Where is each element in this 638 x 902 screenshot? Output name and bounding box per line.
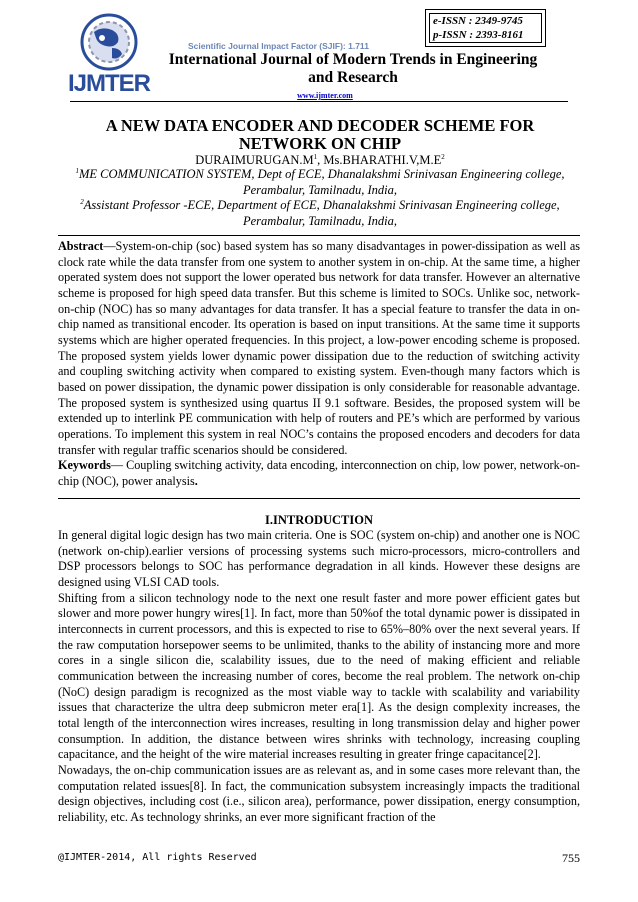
- intro-paragraph: Shifting from a silicon technology node to the next one result faster and more power efficient gates but slower and more power hungry wires[1]. In fact, more than 50%of the total dynamic power is dissipated in interconnects in current processors, and this is expected to rise to 65%–80% over the next several years. If the raw computation horsepower seems to be unlimited, thanks to the ability of instancing more and more cores in a single silicon die, scalability issues, due to the need of making efficient and reliable communication between the increasing number of cores, become the real problem. The network on-chip (NoC) design paradigm is recognized as the most viable way to tackle with scalability and variability issues that characterize the ultra deep submicron meter era[1]. As the design complexity increases, the total length of the interconnection wires increases, resulting in long transmission delay and higher power consumption. In addition, the distance between wires shrinks with technology, increasing coupling capacitance, and the height of the wire material increases resulting in greater fringe capacitance[2].: [58, 590, 580, 762]
- title-line2: NETWORK ON CHIP: [238, 134, 402, 153]
- issn-box: [425, 9, 546, 47]
- journal-name: [148, 51, 558, 87]
- affil-2-sup: 2: [80, 198, 84, 206]
- abstract-bottom-rule: [58, 498, 580, 499]
- affil-1-text: ME COMMUNICATION SYSTEM, Dept of ECE, Dhanalakshmi Srinivasan Engineering college,: [78, 167, 565, 181]
- affiliation-2-line1: [40, 198, 600, 214]
- affiliation-2-line2: Perambalur, Tamilnadu, India,: [242, 213, 398, 228]
- page-number: 755: [562, 851, 580, 865]
- logo-text: IJMTER: [68, 70, 151, 97]
- affil-1-sup: 1: [75, 167, 79, 175]
- p-issn: p-ISSN : 2393-8161: [433, 29, 524, 41]
- keywords-end: .: [194, 473, 198, 488]
- author-1: DURAIMURUGAN.M: [195, 153, 314, 167]
- e-issn: e-ISSN : 2349-9745: [433, 15, 523, 27]
- affiliation-1-line2: Perambalur, Tamilnadu, India,: [242, 182, 398, 197]
- abstract-top-rule: [58, 235, 580, 236]
- author-separator: ,: [317, 153, 324, 167]
- paper-title: [80, 117, 560, 153]
- introduction-body: [58, 528, 580, 825]
- affiliations: [40, 167, 600, 229]
- authors: [80, 153, 560, 168]
- journal-logo: [68, 8, 150, 100]
- intro-paragraph: In general digital logic design has two main criteria. One is SOC (system on-chip) and another one is NOC (network on-chip).earlier versions of processing systems such micro-processors, micro-controllers and DSP processors belongs to SOC has performance degradation in all kinds. However these designs are designed using VLSI CAD tools.: [58, 528, 580, 589]
- header-divider: [70, 101, 568, 102]
- abstract-label: Abstract: [58, 239, 104, 253]
- journal-name-line1: International Journal of Modern Trends in Engineering: [168, 51, 538, 68]
- affiliation-1-line1: [40, 167, 600, 183]
- author-1-sup: 1: [313, 153, 318, 161]
- section-heading-introduction: I.INTRODUCTION: [264, 513, 373, 527]
- footer-copyright: @IJMTER-2014, All rights Reserved: [58, 852, 257, 863]
- journal-url-link[interactable]: www.ijmter.com: [297, 91, 353, 100]
- author-2: Ms.BHARATHI.V,M.E: [323, 153, 442, 167]
- abstract: [58, 239, 580, 490]
- author-2-sup: 2: [441, 153, 445, 161]
- abstract-text: —System-on-chip (soc) based system has so many disadvantages in power-dissipation as well as clock rate while the data transfer from one system to another system in on-chip. At the same time, a higher operated system does not support the lower operated bus network for data transfer. However an alternative scheme is proposed for high speed data transfer. But this scheme is limited to SOCs. Unlike soc, network-on-chip (NOC) has so many advantages for data transfer. It has a special feature to transfer the data in on-chip named as transitional encoder. Its operation is based on input transitions. At the same time it supports systems which are higher operated frequencies. In this project, a low-power encoding scheme is proposed. The proposed system yields lower dynamic power dissipation due to the reduction of switching activity and coupling switching activity when compared to existing system. Even-though many factors which is based on power dissipation, the dynamic power dissipation is only considerable for reasonable advantage. The proposed system is synthesized using quartus II 9.1 software. Besides, the proposed system will be extended up to interlink PE communication with help of routers and PE’s which are performed by various operations. To implement this system in real NOC’s contains the proposed encoders and decoders for data transfer with regular traffic scenarios should be considered.: [58, 239, 580, 457]
- title-line1: A NEW DATA ENCODER AND DECODER SCHEME FOR: [105, 116, 535, 135]
- intro-paragraph: Nowadays, the on-chip communication issues are as relevant as, and in some cases more relevant than, the computation related issues[8]. In fact, the communication subsystem increasingly impacts the traditional design objectives, including cost (i.e., silicon area), performance, power dissipation, energy consumption, reliability, etc. As technology shrinks, an ever more significant fraction of the: [58, 762, 580, 824]
- keywords-text: — Coupling switching activity, data encoding, interconnection on chip, low power, network-on-chip (NOC), power analysis: [58, 458, 580, 488]
- affil-2-text: Assistant Professor -ECE, Department of ECE, Dhanalakshmi Srinivasan Engineering college,: [83, 198, 560, 212]
- impact-factor: Scientific Journal Impact Factor (SJIF): 1.711: [188, 41, 369, 51]
- keywords-label: Keywords: [58, 458, 111, 473]
- journal-name-line2: and Research: [308, 69, 398, 86]
